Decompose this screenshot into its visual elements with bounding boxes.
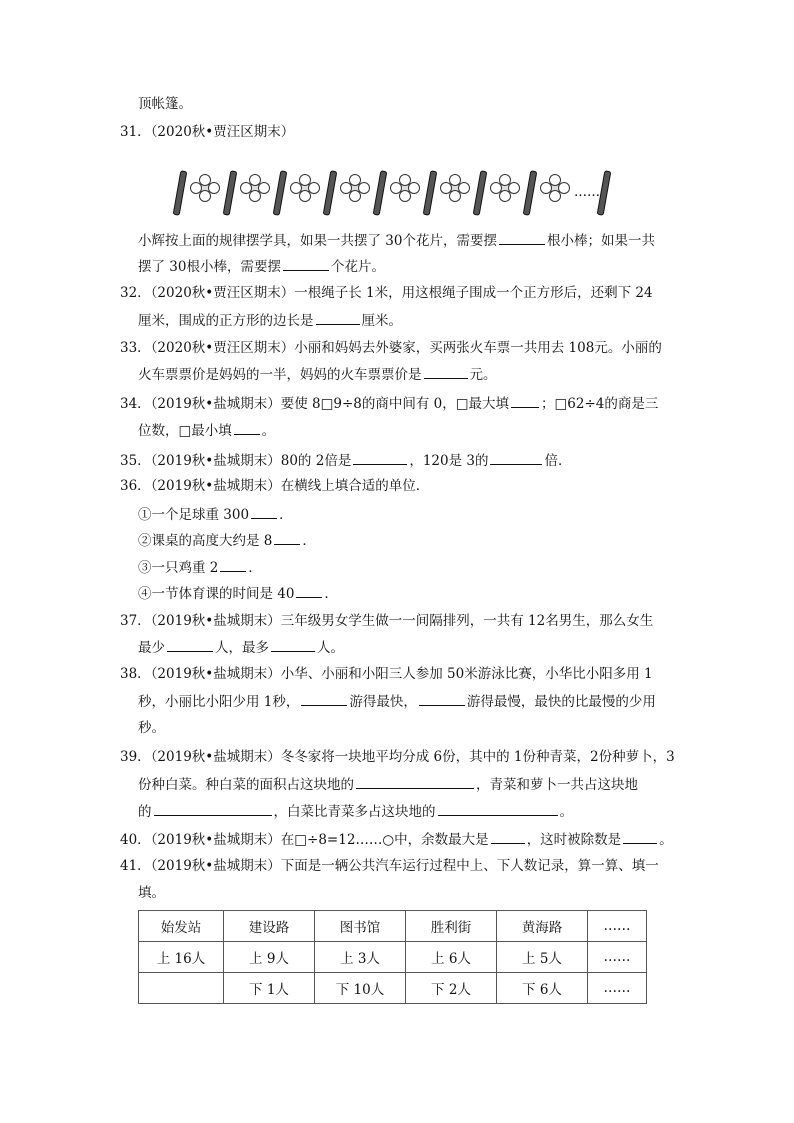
flower-8	[541, 175, 570, 202]
question-38-line-3: 秒。	[138, 720, 165, 736]
question-34-line-1: 34．（2019秋•盐城期末）要使 8□9÷8的商中间有 0，□最大填 ；□62÷4的商是三	[120, 393, 658, 414]
table-cell: 上 6人	[406, 942, 497, 973]
flower-2	[241, 175, 270, 202]
question-39-line-3: 的 ，白菜比青菜多占这块地的 。	[138, 801, 573, 822]
ellipsis: ……	[574, 185, 600, 200]
question-36-item-3: ③一只鸡重 2 ．	[138, 557, 262, 578]
table-cell: 上 9人	[224, 942, 315, 973]
table-cell: 下 2人	[406, 973, 497, 1004]
table-row	[139, 911, 647, 942]
table-cell: 下 6人	[497, 973, 588, 1004]
answer-blank[interactable]	[356, 774, 474, 789]
question-source: （2020秋•贾汪区期末）	[150, 124, 295, 140]
answer-blank[interactable]	[316, 310, 360, 325]
stick-1	[173, 171, 187, 215]
question-32-line-2: 厘米，围成的正方形的边长是 厘米。	[138, 310, 402, 331]
stick-4	[323, 171, 337, 215]
question-39-line-1: 39．（2019秋•盐城期末）冬冬家将一块地平均分成 6份，其中的 1份种青菜，2份种萝卜，3	[120, 749, 675, 765]
question-40: 40．（2019秋•盐城期末）在□÷8=12……○中，余数最大是 ，这时被除数是 。	[120, 829, 673, 850]
question-36-stem: 36．（2019秋•盐城期末）在横线上填合适的单位．	[120, 478, 430, 494]
table-row	[139, 942, 647, 973]
stick-7	[473, 171, 487, 215]
table-cell: ……	[588, 973, 647, 1004]
question-33-line-1: 33．（2020秋•贾汪区期末）小丽和妈妈去外婆家，买两张火车票一共用去 108元。小丽的	[120, 340, 662, 356]
question-37-line-2: 最少 人，最多 人。	[138, 637, 344, 658]
answer-blank[interactable]	[623, 829, 657, 844]
table-cell: ……	[588, 942, 647, 973]
flower-5	[391, 175, 420, 202]
stick-5	[373, 171, 387, 215]
stick-2	[223, 171, 237, 215]
answer-blank[interactable]	[274, 530, 300, 545]
table-cell: 下 1人	[224, 973, 315, 1004]
answer-blank[interactable]	[353, 450, 407, 465]
answer-blank[interactable]	[220, 557, 246, 572]
question-36-item-2: ②课桌的高度大约是 8 ．	[138, 530, 316, 551]
question-41-line-1: 41．（2019秋•盐城期末）下面是一辆公共汽车运行过程中上、下人数记录，算一算、填一	[120, 858, 659, 874]
question-37-line-1: 37．（2019秋•盐城期末）三年级男女学生做一一间隔排列，一共有 12名男生，那么女生	[120, 613, 654, 629]
question-39-line-2: 份种白菜。种白菜的面积占这块地的 ，青菜和萝卜一共占这块地	[138, 774, 638, 795]
stick-8	[523, 171, 537, 215]
table-cell: 上 16人	[139, 942, 224, 973]
question-31-line-1: 小辉按上面的规律摆学具，如果一共摆了 30个花片，需要摆 根小棒；如果一共	[138, 230, 655, 251]
answer-blank[interactable]	[271, 637, 315, 652]
flower-3	[291, 175, 320, 202]
question-38-line-2: 秒，小丽比小阳少用 1秒， 游得最快， 游得最慢，最快的比最慢的少用	[138, 691, 656, 712]
flower-6	[441, 175, 470, 202]
flower-1	[191, 175, 220, 202]
question-number: 31．	[120, 124, 151, 140]
answer-blank[interactable]	[511, 393, 539, 408]
answer-blank[interactable]	[234, 420, 260, 435]
question-38-line-1: 38．（2019秋•盐城期末）小华、小丽和小阳三人参加 50米游泳比赛，小华比小阳多用 1	[120, 666, 653, 682]
table-cell: ……	[588, 911, 647, 942]
answer-blank[interactable]	[438, 801, 558, 816]
table-cell	[139, 973, 224, 1004]
bus-passenger-table	[138, 910, 647, 1004]
table-cell: 上 5人	[497, 942, 588, 973]
table-cell: 图书馆	[315, 911, 406, 942]
question-41-line-2: 填。	[138, 885, 165, 901]
table-cell: 上 3人	[315, 942, 406, 973]
question-31-line-2: 摆了 30根小棒，需要摆 个花片。	[138, 256, 385, 277]
stick-3	[273, 171, 287, 215]
stick-6	[423, 171, 437, 215]
answer-blank[interactable]	[296, 583, 322, 598]
continuation-text: 顶帐篷。	[138, 96, 192, 112]
answer-blank[interactable]	[167, 637, 213, 652]
answer-blank[interactable]	[424, 364, 468, 379]
answer-blank[interactable]	[490, 450, 542, 465]
question-34-line-2: 位数，□最小填 。	[138, 420, 275, 441]
answer-blank[interactable]	[154, 801, 272, 816]
question-36-item-1: ①一个足球重 300 ．	[138, 504, 293, 525]
answer-blank[interactable]	[491, 829, 525, 844]
answer-blank[interactable]	[251, 504, 277, 519]
answer-blank[interactable]	[283, 256, 329, 271]
answer-blank[interactable]	[499, 230, 545, 245]
answer-blank[interactable]	[301, 691, 347, 706]
table-cell: 黄海路	[497, 911, 588, 942]
table-cell: 始发站	[139, 911, 224, 942]
question-36-item-4: ④一节体育课的时间是 40 ．	[138, 583, 338, 604]
sticks-and-flowers-illustration	[172, 168, 612, 218]
flower-7	[491, 175, 520, 202]
question-32-line-1: 32．（2020秋•贾汪区期末）一根绳子长 1米，用这根绳子围成一个正方形后，还剩下 24	[120, 285, 653, 301]
flower-4	[341, 175, 370, 202]
table-row	[139, 973, 647, 1004]
answer-blank[interactable]	[419, 691, 465, 706]
question-31-header	[120, 122, 294, 142]
table-cell: 建设路	[224, 911, 315, 942]
question-33-line-2: 火车票票价是妈妈的一半，妈妈的火车票票价是 元。	[138, 364, 497, 385]
table-cell: 胜利街	[406, 911, 497, 942]
table-cell: 下 10人	[315, 973, 406, 1004]
question-35: 35．（2019秋•盐城期末）80的 2倍是 ，120是 3的 倍．	[120, 450, 571, 471]
